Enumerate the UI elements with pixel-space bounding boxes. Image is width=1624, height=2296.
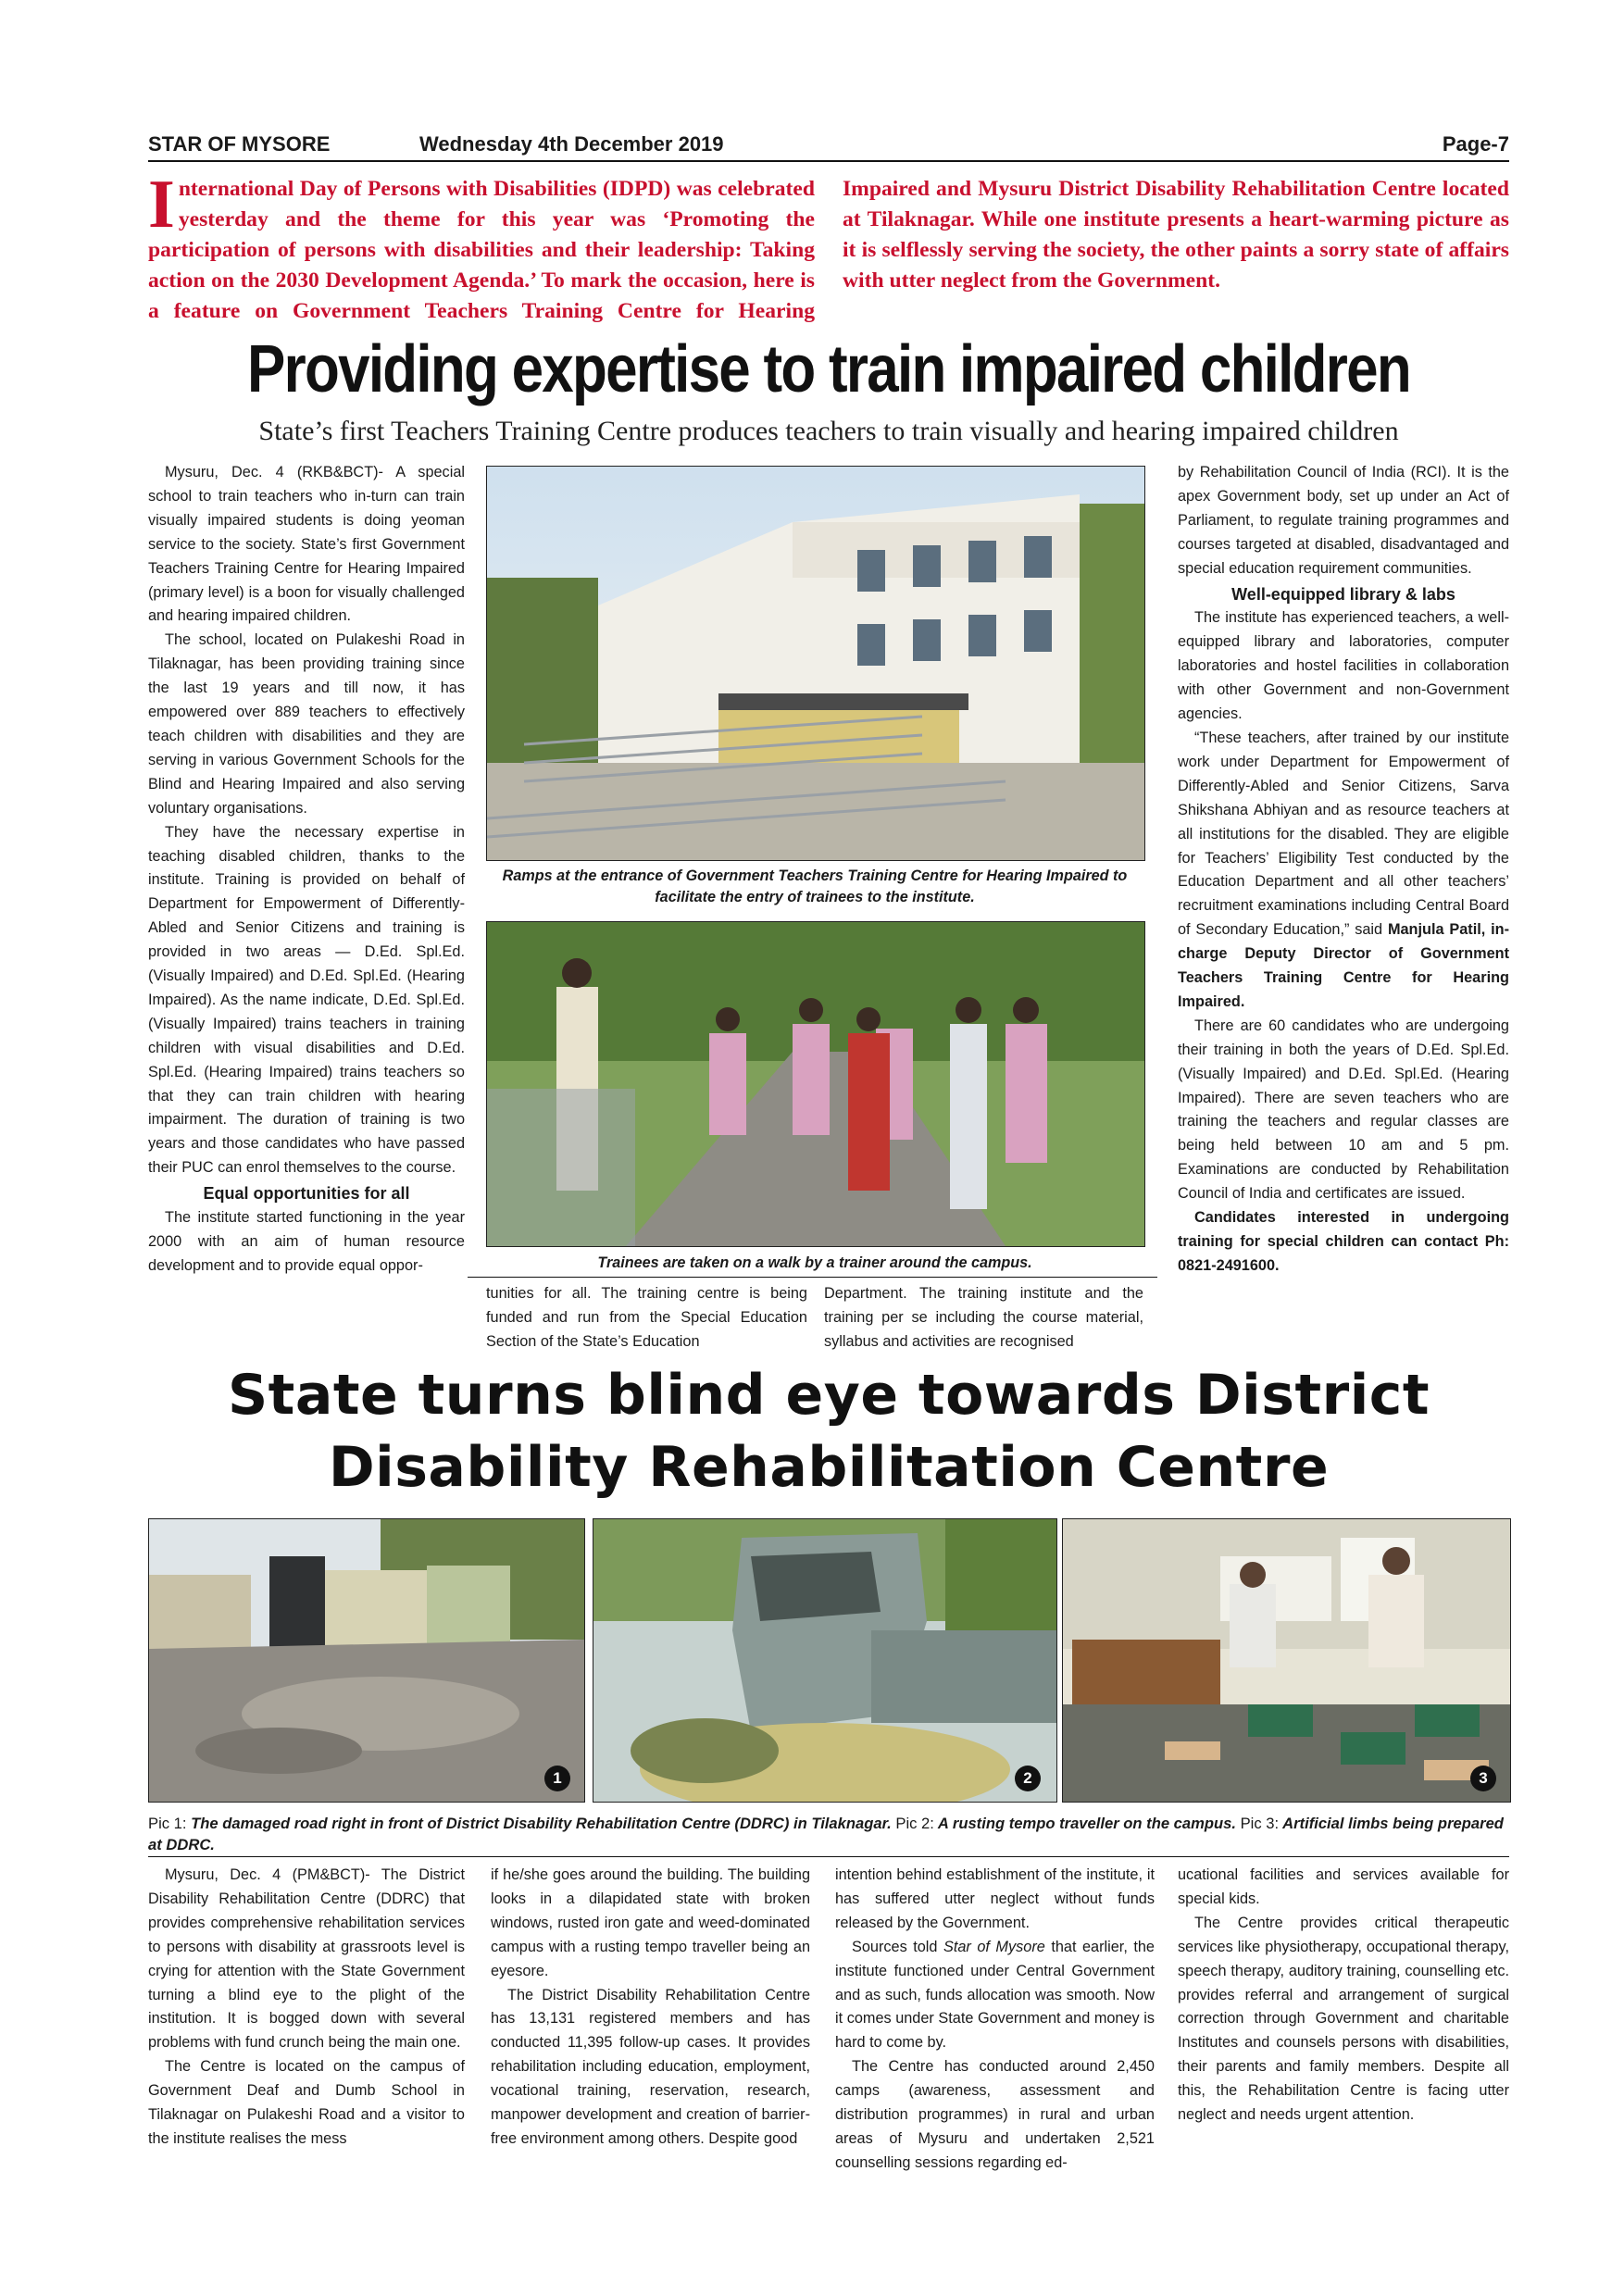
rusting-tempo-image bbox=[593, 1519, 1056, 1802]
photo-number-2: 2 bbox=[1015, 1766, 1041, 1791]
story2-headline-line2: Disability Rehabilitation Centre bbox=[328, 1435, 1330, 1500]
caption-pic1: The damaged road right in front of District Disability Rehabilitation Centre (DDRC) in Tilaknagar. bbox=[186, 1815, 896, 1832]
paragraph: Mysuru, Dec. 4 (PM&BCT)- The District Disability Rehabilitation Centre (DDRC) that provides comprehensive rehabilitation services to persons with disability at grassroots level is crying for attention with the State Government turning a blind eye to the plight of the institution. It is bogged down with several problems with fund crunch being the main one. bbox=[148, 1866, 465, 2052]
text: that earlier, the institute functioned under Central Government and as such, funds allocation was smooth. Now it comes under State Government and money is hard to come by. bbox=[835, 1938, 1155, 2052]
story1-headline: Providing expertise to train impaired children bbox=[247, 332, 1410, 406]
caption-rule bbox=[148, 1856, 1509, 1857]
text: Sources told bbox=[852, 1938, 943, 1955]
caption-pic2: A rusting tempo traveller on the campus. bbox=[933, 1815, 1241, 1832]
paragraph: The institute has experienced teachers, a well-equipped library and laboratories, computer laboratories and hostel facilities in collaboration with other Government and non-Government agencies. bbox=[1178, 609, 1509, 723]
paragraph: ucational facilities and services available for special kids. bbox=[1178, 1866, 1509, 1907]
quote-text: “These teachers, after trained by our institute work under Department for Empowerment of Differently-Abled and Senior Citizens, Sarva Shikshana Abhiyan and as resource teachers at all institutions for the disabled. They are eligible for Teachers’ Eligibility Test conducted by the Education Department and all other teachers’ recruitment examinations including Central Board of Secondary Education,” said bbox=[1178, 729, 1509, 939]
photo-training-centre-building bbox=[486, 466, 1145, 861]
story2-column-2 bbox=[491, 1864, 810, 2152]
paragraph: There are 60 candidates who are undergoing their training in both the years of D.Ed. Spl.Ed. (Visually Impaired) and D.Ed. Spl.Ed. (Hearing Impaired). There are seven teachers who are training the teachers and regular classes are being held between 10 am and 5 pm. Examinations are conducted by Rehabilitation Council of India and certificates are issued. bbox=[1178, 1017, 1509, 1203]
story1-column-4 bbox=[1178, 461, 1509, 1279]
paragraph: Mysuru, Dec. 4 (RKB&BCT)- A special school to train teachers who in-turn can train visually impaired students is doing yeoman service to the society. State’s first Government Teachers Training Centre for Hearing Impaired (primary level) is a boon for visually challenged and hearing impaired children. bbox=[148, 464, 465, 625]
artificial-limbs-image bbox=[1063, 1519, 1510, 1802]
story1-deck: State’s first Teachers Training Centre produces teachers to train visually and hearing impaired children bbox=[258, 416, 1399, 446]
paragraph: by Rehabilitation Council of India (RCI). It is the apex Government body, set up under an Act of Parliament, to regulate training programmes and courses targeted at disabled, disadvantaged and special education requirement communities. bbox=[1178, 464, 1509, 577]
issue-date: Wednesday 4th December 2019 bbox=[419, 132, 724, 156]
story1-column-3 bbox=[824, 1282, 1143, 1354]
photo-rusting-tempo bbox=[593, 1518, 1057, 1803]
photo-caption-trainees: Trainees are taken on a walk by a trainer around the campus. bbox=[597, 1254, 1032, 1271]
photo-artificial-limbs bbox=[1062, 1518, 1511, 1803]
caption-pic3-label: Pic 3: bbox=[1240, 1815, 1280, 1832]
paragraph: intention behind establishment of the institute, it has suffered utter neglect without funds released by the Government. bbox=[835, 1866, 1155, 1931]
photo-number-3: 3 bbox=[1470, 1766, 1496, 1791]
running-header bbox=[148, 132, 1509, 162]
paragraph: The Centre provides critical therapeutic services like physiotherapy, occupational therapy, speech therapy, auditory training, counselling etc. provides referral and arrangement of surgical correction through Government and charitable Institutes and counsels persons with disabilities, their parents and family members. Despite all this, the Rehabilitation Centre is facing utter neglect and needs urgent attention. bbox=[1178, 1914, 1509, 2124]
paragraph: They have the necessary expertise in teaching disabled children, thanks to the institute. Training is provided on behalf of Department for Empowerment of Differently-Abled and Senior Citizens and training is provided in two areas — D.Ed. Spl.Ed. (Visually Impaired) and D.Ed. Spl.Ed. (Hearing Impaired). As the name indicate, D.Ed. Spl.Ed. (Visually Impaired) trains teachers in training children with visual disabilities and D.Ed. Spl.Ed. (Hearing Impaired) trains teachers so that they can train children with hearing impairment. The duration of training is two years and those candidates who have passed their PUC can enrol themselves to the course. bbox=[148, 823, 465, 1177]
intro-text: nternational Day of Persons with Disabilities (IDPD) was celebrated yesterday and the theme for this year was ‘Promoting the participation of persons with disabilities and their leadership: Taking action on the 2030 Development Agenda.’ To mark the occasion, here is a feature on Government Teachers Training Centre for Hearing Impaired and Mysuru District Disability Rehabilitation Centre located at Tilaknagar. While one institute presents a heart-warming picture as it is selflessly serving the society, the other paints a sorry state of affairs with utter neglect from the Government. bbox=[148, 177, 1509, 323]
story2-column-1 bbox=[148, 1864, 465, 2152]
caption-pic2-label: Pic 2: bbox=[895, 1815, 934, 1832]
paragraph: Department. The training institute and the training per se including the course material, syllabus and activities are recognised bbox=[824, 1285, 1143, 1350]
caption-pic1-label: Pic 1: bbox=[148, 1815, 187, 1832]
paragraph: if he/she goes around the building. The building looks in a dilapidated state with broken windows, rusted iron gate and weed-dominated campus with a rusting tempo traveller being an eyesore. bbox=[491, 1866, 810, 1979]
caption-pic3: Artificial limbs being prepared at DDRC. bbox=[148, 1815, 1504, 1853]
caption-rule bbox=[468, 1277, 1157, 1278]
paragraph: tunities for all. The training centre is being funded and run from the Special Education Section of the State’s Education bbox=[486, 1285, 807, 1350]
paragraph bbox=[1178, 1206, 1509, 1279]
story1-column-2 bbox=[486, 1282, 807, 1354]
subheading: Equal opportunities for all bbox=[203, 1184, 410, 1204]
paragraph: The Centre has conducted around 2,450 camps (awareness, assessment and distribution programmes) in rural and urban areas of Mysuru and undertaken 2,521 counselling sessions regarding ed- bbox=[835, 2058, 1155, 2171]
story2-column-3 bbox=[835, 1864, 1155, 2176]
photo-trainees-walk bbox=[486, 921, 1145, 1247]
paragraph: The school, located on Pulakeshi Road in Tilaknagar, has been providing training since the last 19 years and till now, it has empowered over 889 teachers to effectively teach children with disabilities and they are serving in various Government Schools for the Blind and Hearing Impaired and also serving voluntary organisations. bbox=[148, 631, 465, 817]
quote-attribution: Manjula Patil, in-charge Deputy Director of Government Teachers Training Centre for Hearing Impaired. bbox=[1178, 921, 1509, 1010]
paragraph: The District Disability Rehabilitation Centre has 13,131 registered members and has conducted 11,395 follow-up cases. It provides rehabilitation including education, employment, vocational training, reservation, research, manpower development and creation of barrier-free environment among others. Despite good bbox=[491, 1986, 810, 2147]
contact-info: Candidates interested in undergoing training for special children can contact Ph: 0821-2491600. bbox=[1178, 1209, 1509, 1274]
story2-photo-caption bbox=[148, 1813, 1509, 1855]
subheading: Well-equipped library & labs bbox=[1231, 584, 1455, 604]
paragraph bbox=[1178, 727, 1509, 1015]
story2-headline-line1: State turns blind eye towards District bbox=[227, 1363, 1430, 1428]
damaged-road-image bbox=[149, 1519, 584, 1802]
intro-blurb bbox=[148, 167, 1509, 328]
photo-damaged-road bbox=[148, 1518, 585, 1803]
page-number: Page-7 bbox=[1442, 132, 1509, 156]
newspaper-name: STAR OF MYSORE bbox=[148, 132, 331, 156]
story2-headline bbox=[148, 1359, 1509, 1504]
paragraph bbox=[835, 1936, 1155, 2056]
publication-name: Star of Mysore bbox=[943, 1938, 1045, 1955]
story2-column-4 bbox=[1178, 1864, 1509, 2128]
photo-caption-building: Ramps at the entrance of Government Teachers Training Centre for Hearing Impaired to facilitate the entry of trainees to the institute. bbox=[502, 867, 1128, 905]
paragraph: The institute started functioning in the year 2000 with an aim of human resource development and to provide equal oppor- bbox=[148, 1209, 465, 1274]
intro-dropcap: I bbox=[148, 167, 175, 243]
paragraph: The Centre is located on the campus of Government Deaf and Dumb School in Tilaknagar on Pulakeshi Road and a visitor to the institute realises the mess bbox=[148, 2058, 465, 2147]
story1-column-1 bbox=[148, 461, 465, 1350]
photo-number-1: 1 bbox=[544, 1766, 570, 1791]
trainees-image bbox=[487, 922, 1144, 1246]
building-image bbox=[487, 467, 1144, 860]
